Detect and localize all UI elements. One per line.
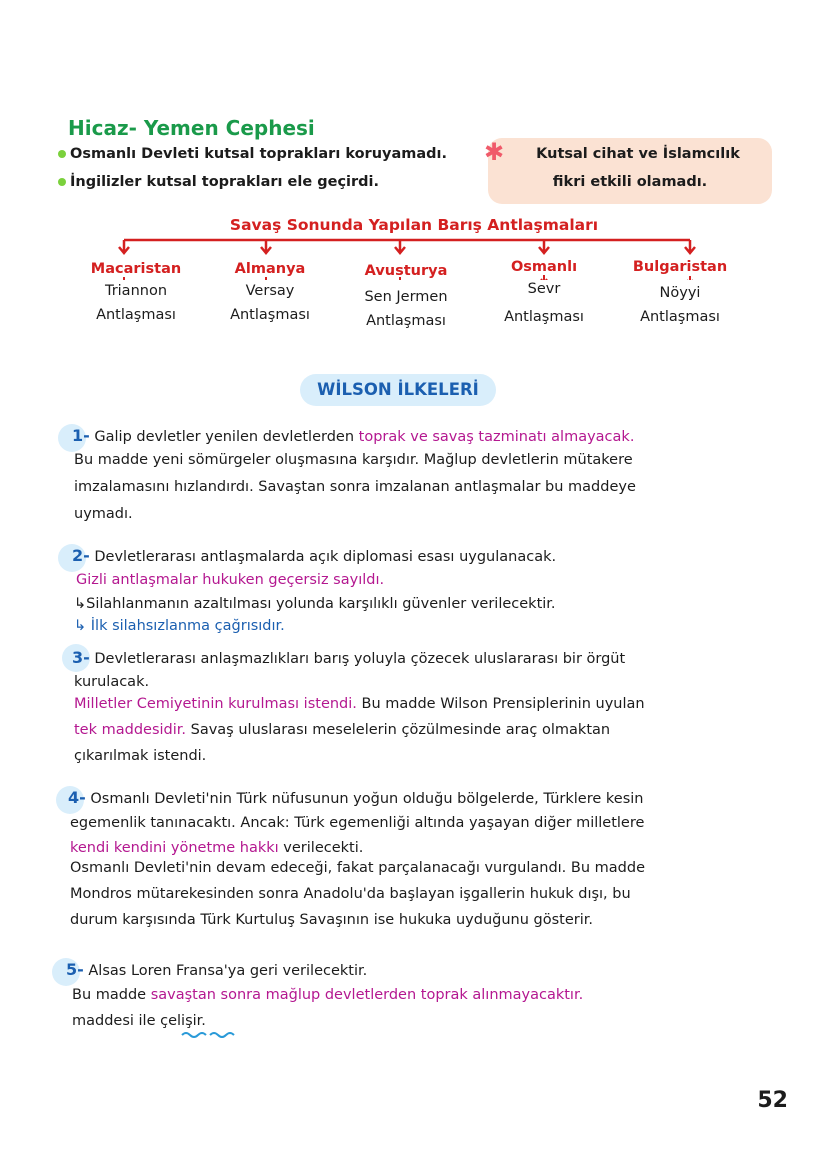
treaty-bulgaristan: [610, 256, 750, 328]
treaty-osmanli: [474, 256, 614, 328]
tree-arrow-1: [119, 240, 129, 253]
tree-arrow-4: [539, 240, 549, 253]
asterisk-icon: ✱: [484, 138, 505, 166]
p1-line-4: uymadı.: [74, 506, 133, 522]
treaty-country: Almanya: [234, 261, 306, 277]
p3-line-1: [72, 648, 625, 667]
p3-line-4: [74, 722, 610, 738]
p3-highlight: Milletler Cemiyetinin kurulması istendi.: [74, 696, 357, 712]
p3-text: Bu madde Wilson Prensiplerinin uyulan: [356, 696, 645, 712]
tree-arrow-5: [685, 240, 695, 253]
p3-line-2: kurulacak.: [74, 674, 150, 690]
p5-highlight: savaştan sonra mağlup devletlerden toprak alınmayacaktır.: [150, 987, 584, 1003]
p1-line-3: imzalamasını hızlandırdı. Savaştan sonra imzalanan antlaşmalar bu maddeye: [74, 479, 636, 495]
treaty-country: Avusturya: [364, 263, 448, 279]
p4-line-2: egemenlik tanınacaktı. Ancak: Türk egemenliği altında yaşayan diğer milletlere: [70, 815, 645, 831]
p4-text: verilecekti.: [278, 840, 364, 856]
p4-line-4: Osmanlı Devleti'nin devam edeceği, fakat parçalanacağı vurgulandı. Bu madde: [70, 860, 645, 876]
treaty-label: Antlaşması: [366, 313, 446, 329]
p1-line-1: [72, 426, 634, 445]
page-number: 52: [757, 1088, 788, 1113]
treaty-name: Versay: [245, 283, 295, 299]
treaty-country: Macaristan: [90, 261, 182, 277]
treaty-name: Nöyyi: [659, 285, 701, 301]
treaty-label: Antlaşması: [96, 307, 176, 323]
treaty-avusturya: [336, 260, 476, 332]
treaties-title: Savaş Sonunda Yapılan Barış Antlaşmaları: [229, 216, 599, 234]
p4-line-6: durum karşısında Türk Kurtuluş Savaşının ise hukuka uyduğunu gösterir.: [70, 912, 593, 928]
p4-line-5: Mondros mütarekesinden sonra Anadolu'da başlayan işgallerin hukuk dışı, bu: [70, 886, 631, 902]
p3-highlight: tek maddesidir.: [74, 722, 187, 738]
treaty-almanya: [200, 258, 340, 326]
p5-number: 5-: [66, 960, 84, 979]
p4-number: 4-: [68, 788, 86, 807]
p2-line-2: Gizli antlaşmalar hukuken geçersiz sayıldı.: [76, 572, 385, 588]
callout-line-1: Kutsal cihat ve İslamcılık: [536, 146, 740, 162]
wilson-heading: WİLSON İLKELERİ: [300, 374, 496, 406]
tree-arrow-2: [261, 240, 271, 253]
p3-line-5: çıkarılmak istendi.: [74, 748, 207, 764]
treaty-label: Antlaşması: [504, 309, 584, 325]
p1-text: Galip devletler yenilen devletlerden: [94, 429, 359, 445]
bullet-text: İngilizler kutsal toprakları ele geçirdi.: [70, 174, 380, 190]
p2-line-3: ↳Silahlanmanın azaltılması yolunda karşılıklı güvenler verilecektir.: [74, 596, 556, 612]
section-title: Hicaz- Yemen Cephesi: [68, 116, 315, 140]
treaty-name: Triannon: [104, 283, 168, 299]
p2-text: Devletlerarası antlaşmalarda açık diplomasi esası uygulanacak.: [94, 549, 557, 565]
tree-arrow-3: [395, 240, 405, 253]
p2-number: 2-: [72, 546, 90, 565]
p5-line-3: maddesi ile çelişir.: [72, 1013, 206, 1029]
p3-text: Devletlerarası anlaşmazlıkları barış yoluyla çözecek uluslararası bir örgüt: [94, 651, 626, 667]
p1-number: 1-: [72, 426, 90, 445]
treaty-name: Sevr: [527, 281, 561, 297]
p1-highlight: toprak ve savaş tazminatı almayacak.: [358, 429, 635, 445]
callout-line-2: fikri etkili olamadı.: [552, 174, 708, 190]
p4-line-1: [68, 788, 643, 807]
p3-number: 3-: [72, 648, 90, 667]
p4-line-3: [70, 840, 363, 856]
treaty-tree-lines: [0, 0, 828, 280]
treaty-name: Sen Jermen: [364, 289, 448, 305]
p5-line-2: [72, 987, 583, 1003]
wavy-underline: [180, 1030, 236, 1040]
p5-line-1: [66, 960, 367, 979]
p3-line-3: [74, 696, 645, 712]
p4-text: Osmanlı Devleti'nin Türk nüfusunun yoğun olduğu bölgelerde, Türklere kesin: [90, 791, 644, 807]
bullet-text: Osmanlı Devleti kutsal toprakları koruyamadı.: [70, 146, 448, 162]
treaty-label: Antlaşması: [640, 309, 720, 325]
treaty-label: Antlaşması: [230, 307, 310, 323]
p2-line-4: ↳ İlk silahsızlanma çağrısıdır.: [74, 618, 285, 634]
p3-text: Savaş uluslarası meselelerin çözülmesinde araç olmaktan: [186, 722, 611, 738]
treaty-country: Osmanlı: [510, 259, 578, 275]
p5-text: Alsas Loren Fransa'ya geri verilecektir.: [88, 963, 368, 979]
p5-text: Bu madde: [72, 987, 151, 1003]
treaty-country: Bulgaristan: [632, 259, 728, 275]
p2-line-1: [72, 546, 556, 565]
treaty-macaristan: [66, 258, 206, 326]
p4-highlight: kendi kendini yönetme hakkı: [70, 840, 279, 856]
p1-line-2: Bu madde yeni sömürgeler oluşmasına karşıdır. Mağlup devletlerin mütakere: [74, 452, 633, 468]
